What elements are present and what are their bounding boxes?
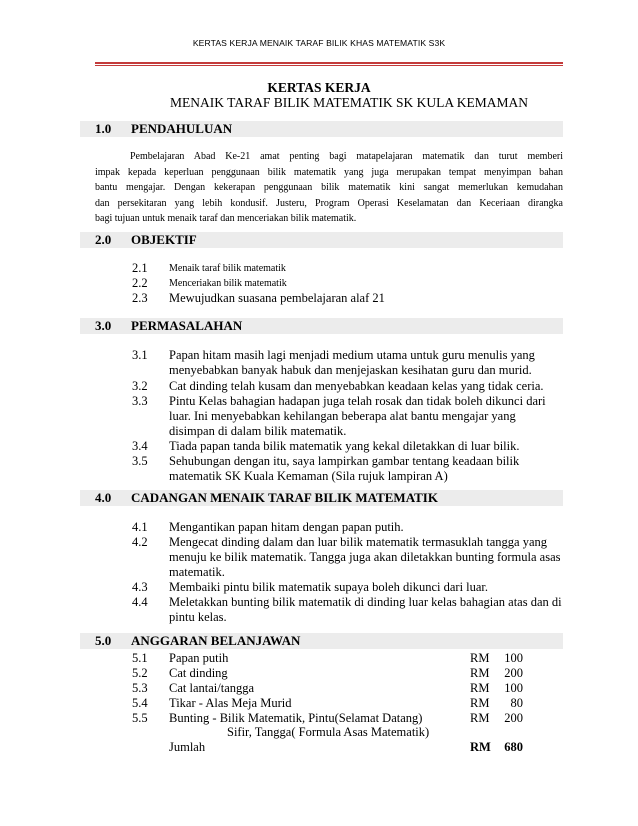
header-rule-thin: [95, 65, 563, 66]
section-heading-anggaran: [80, 633, 563, 649]
item-text: Tikar - Alas Meja Murid: [169, 696, 292, 710]
amount: 100: [504, 681, 523, 695]
budget-row: [95, 666, 565, 680]
section-number: 4.0: [95, 490, 112, 505]
item-text: Meletakkan bunting bilik matematik di dinding luar kelas bahagian atas dan di: [169, 595, 562, 609]
item-text: Mengecat dinding dalam dan luar bilik matematik termasuklah tangga yang: [169, 535, 548, 549]
budget-row: [95, 696, 565, 710]
intro-line: dan persekitaran yang lebih kondusif. Justeru, Program Operasi Keselamatan dan Keceriaan dirangka: [95, 197, 563, 209]
item-text: Sifir, Tangga( Formula Asas Matematik): [227, 725, 430, 739]
item-text: Menceriakan bilik matematik: [169, 278, 287, 289]
item-text: Menaik taraf bilik matematik: [169, 263, 286, 274]
page-header: KERTAS KERJA MENAIK TARAF BILIK KHAS MATEMATIK S3K: [192, 38, 446, 48]
budget-row: [95, 681, 565, 695]
item-number: 2.1: [132, 261, 148, 275]
item-text: Mewujudkan suasana pembelajaran alaf 21: [169, 291, 385, 305]
total-label: Jumlah: [169, 740, 206, 754]
item-number: 5.5: [132, 711, 148, 725]
intro-line: impak kepada keperluan penggunaan bilik matematik yang juga merupakan tempat menyimpan bahan: [95, 166, 563, 178]
intro-line: Pembelajaran Abad Ke-21 amat penting bagi matapelajaran matematik dan turut memberi: [130, 151, 563, 162]
budget-row: [95, 711, 565, 725]
intro-paragraph: [95, 149, 563, 227]
budget-continuation: [95, 725, 565, 739]
currency: RM: [470, 681, 490, 695]
budget-total-row: [95, 740, 565, 754]
intro-line: bantu mengajar. Dengan kekerapan penggunaan bilik matematik kini sangat memerlukan kemudahan: [95, 182, 563, 193]
currency: RM: [470, 740, 491, 754]
item-text: Sehubungan dengan itu, saya lampirkan gambar tentang keadaan bilik: [169, 454, 520, 468]
item-number: 4.1: [132, 520, 148, 534]
item-text: Papan hitam masih lagi menjadi medium utama untuk guru menulis yang: [169, 348, 535, 362]
item-text: Cat lantai/tangga: [169, 681, 255, 695]
document-title: KERTAS KERJA: [267, 80, 371, 95]
item-number: 3.4: [132, 439, 148, 453]
item-text: Tiada papan tanda bilik matematik yang kekal diletakkan di luar bilik.: [169, 439, 520, 453]
item-text: Mengantikan papan hitam dengan papan putih.: [169, 520, 404, 534]
item-number: 3.2: [132, 379, 148, 393]
item-number: 5.4: [132, 696, 148, 710]
section-title: PERMASALAHAN: [131, 318, 243, 333]
amount: 80: [510, 696, 523, 710]
item-text: luar. Ini menyebabkan kehilangan beberapa alat bantu mengajar yang: [169, 409, 516, 423]
document-subtitle: MENAIK TARAF BILIK MATEMATIK SK KULA KEMAMAN: [170, 95, 528, 110]
section-heading-permasalahan: [80, 318, 563, 334]
item-text: Papan putih: [169, 651, 229, 665]
item-number: 5.3: [132, 681, 148, 695]
amount: 200: [504, 711, 523, 725]
item-number: 5.1: [132, 651, 148, 665]
section-title: ANGGARAN BELANJAWAN: [131, 633, 301, 648]
section-title: PENDAHULUAN: [131, 121, 233, 136]
section-title: CADANGAN MENAIK TARAF BILIK MATEMATIK: [131, 490, 438, 505]
currency: RM: [470, 666, 490, 680]
item-number: 3.3: [132, 394, 148, 408]
item-text: menuju ke bilik matematik. Tangga juga akan diletakkan bunting formula asas: [169, 550, 561, 564]
currency: RM: [470, 711, 490, 725]
amount: 200: [504, 666, 523, 680]
amount: 100: [504, 651, 523, 665]
section-number: 1.0: [95, 121, 112, 136]
item-text: matematik.: [169, 565, 225, 579]
item-text: matematik SK Kuala Kemaman (Sila rujuk lampiran A): [169, 469, 448, 483]
item-text: Bunting - Bilik Matematik, Pintu(Selamat Datang): [169, 711, 423, 725]
item-number: 4.4: [132, 595, 148, 609]
section-heading-pendahuluan: [80, 121, 563, 137]
item-text: menyebabkan banyak habuk dan menjejaskan kesihatan guru dan murid.: [169, 363, 532, 377]
section-title: OBJEKTIF: [131, 232, 197, 247]
item-text: Cat dinding telah kusam dan menyebabkan keadaan kelas yang tidak ceria.: [169, 379, 544, 393]
section-number: 2.0: [95, 232, 112, 247]
intro-line: bagi tujuan untuk menaik taraf dan menceriakan bilik matematik.: [95, 213, 357, 224]
currency: RM: [470, 651, 490, 665]
item-number: 2.2: [132, 276, 148, 290]
header-rule: [95, 62, 563, 64]
budget-row: [95, 651, 565, 665]
item-number: 3.5: [132, 454, 148, 468]
item-number: 4.3: [132, 580, 148, 594]
item-number: 4.2: [132, 535, 148, 549]
section-number: 3.0: [95, 318, 112, 333]
item-text: disimpan di dalam bilik matematik.: [169, 424, 347, 438]
item-text: Cat dinding: [169, 666, 228, 680]
item-number: 2.3: [132, 291, 148, 305]
total-amount: 680: [504, 740, 523, 754]
section-number: 5.0: [95, 633, 112, 648]
section-heading-cadangan: [80, 490, 563, 506]
item-text: Pintu Kelas bahagian hadapan juga telah rosak dan tidak boleh dikunci dari: [169, 394, 546, 408]
section-heading-objektif: [80, 232, 563, 248]
item-number: 3.1: [132, 348, 148, 362]
item-text: pintu kelas.: [169, 610, 227, 624]
currency: RM: [470, 696, 490, 710]
item-text: Membaiki pintu bilik matematik supaya boleh dikunci dari luar.: [169, 580, 489, 594]
item-number: 5.2: [132, 666, 148, 680]
